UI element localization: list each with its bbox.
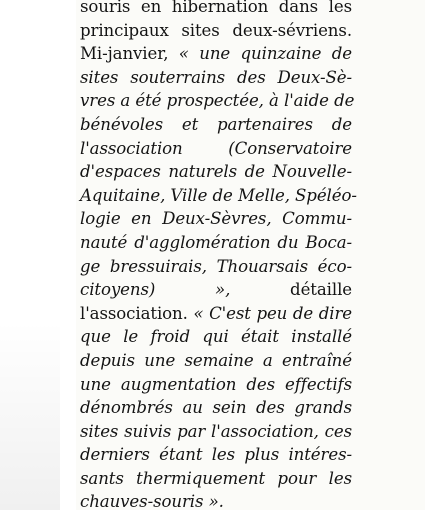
article-line [80, 184, 357, 208]
article-line [80, 349, 352, 373]
article-line [80, 89, 355, 113]
article-text-column [80, 0, 357, 510]
quote-text: sites souterrains des Deux-Sè- [80, 67, 352, 87]
article-line [80, 42, 352, 66]
paper-shadow [0, 320, 60, 510]
article-line [80, 467, 352, 491]
line-text: principaux sites deux-sévriens. [80, 20, 352, 40]
quote-text: depuis une semaine a entraîné [80, 350, 352, 370]
article-line [80, 490, 352, 510]
quote-text: chauves-souris ». [80, 492, 224, 510]
quote-text: citoyens) », [80, 280, 231, 300]
article-line [80, 160, 352, 184]
quote-text: logie en Deux-Sèvres, Commu- [80, 209, 352, 229]
quote-text: vres a été prospectée, à l'aide de [80, 91, 355, 111]
article-line [80, 396, 352, 420]
article-line [80, 19, 352, 43]
quote-text: une augmentation des effectifs [80, 374, 352, 394]
article-line [80, 443, 352, 467]
article-line [80, 420, 352, 444]
quote-text: sites suivis par l'association, ces [80, 421, 352, 441]
article-line [80, 0, 352, 19]
article-line [80, 231, 352, 255]
quote-text: bénévoles et partenaires de [80, 114, 352, 134]
article-line [80, 373, 352, 397]
quote-text: nauté d'agglomération du Boca- [80, 232, 352, 252]
article-line [80, 66, 352, 90]
article-line [80, 278, 352, 302]
quote-text: « C'est peu de dire [193, 303, 353, 323]
quote-text: Aquitaine, Ville de Melle, Spéléo- [80, 185, 357, 205]
line-text: Mi-janvier, [80, 44, 179, 64]
line-text: détaille [290, 280, 352, 300]
quote-text: derniers étant les plus intéres- [80, 445, 352, 465]
article-line [80, 113, 352, 137]
quote-text: sants thermiquement pour les [80, 468, 352, 488]
quote-text: « une quinzaine de [178, 44, 352, 64]
quote-text: d'espaces naturels de Nouvelle- [80, 162, 352, 182]
quote-text: que le froid qui était installé [80, 327, 352, 347]
line-text: l'association. [80, 303, 194, 323]
article-line [80, 325, 352, 349]
quote-text: ge bressuirais, Thouarsais éco- [80, 256, 352, 276]
article-line [80, 137, 352, 161]
quote-text: l'association (Conservatoire [80, 138, 352, 158]
article-line [80, 207, 352, 231]
line-text: souris en hibernation dans les [80, 0, 352, 16]
article-line [80, 255, 352, 279]
quote-text: dénombrés au sein des grands [80, 398, 352, 418]
article-line [80, 302, 352, 326]
